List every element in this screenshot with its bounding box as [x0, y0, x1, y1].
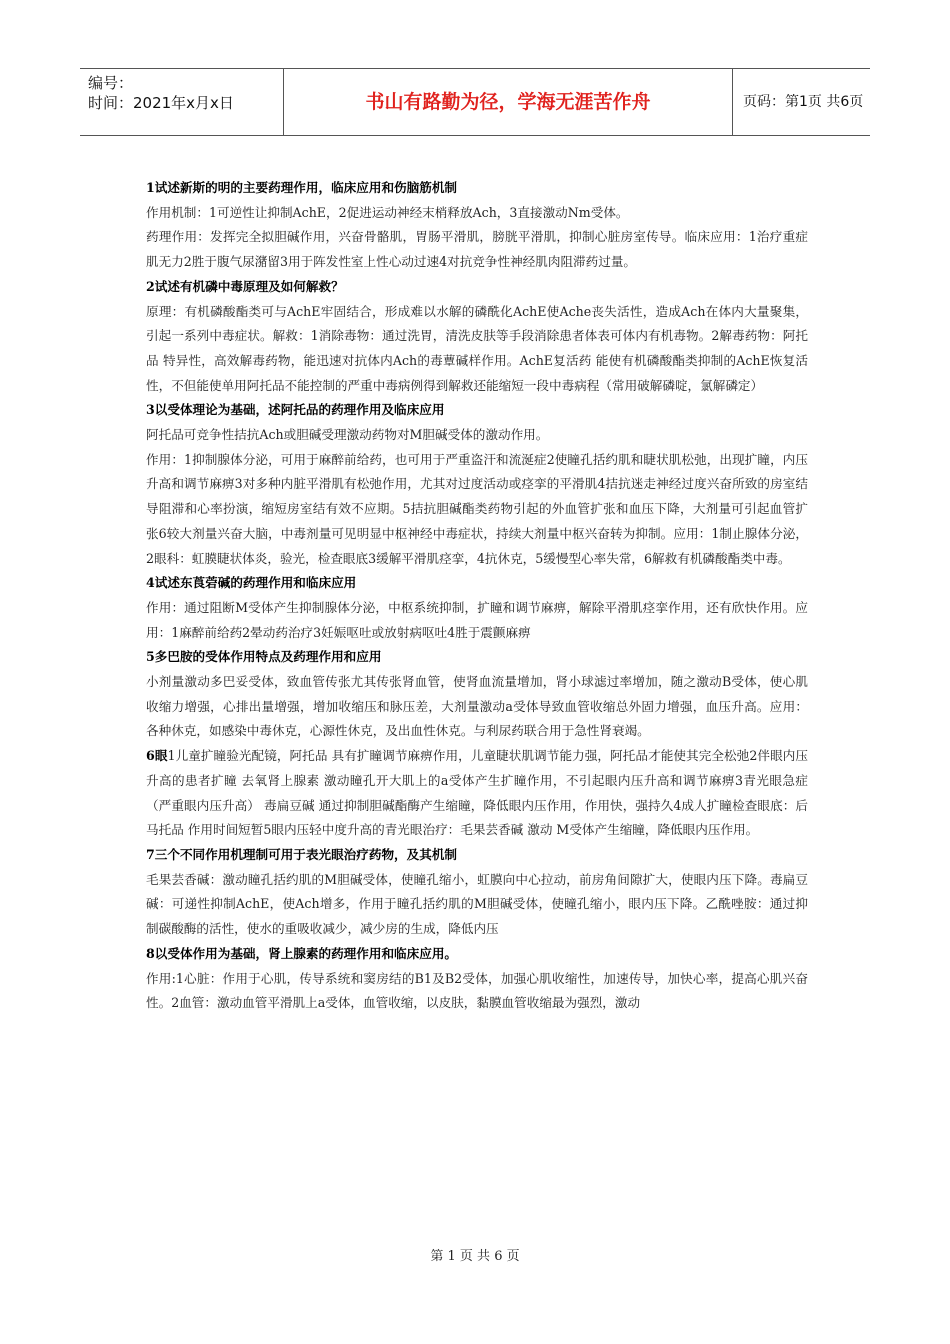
date-label: 时间：2021年x月x日: [88, 94, 234, 112]
document-body: [146, 176, 808, 1016]
page-header: [80, 68, 870, 136]
section-5-title: 5多巴胺的受体作用特点及药理作用和应用: [146, 649, 382, 665]
section-5-paragraph: 小剂量激动多巴妥受体，致血管传张尤其传张肾血管，使肾血流量增加，肾小球滤过率增加，随之激动B受体，使心肌收缩力增强，心排出量增强，增加收缩压和脉压差，大剂量激动a受体导致血管收缩总外固力增强，血压升高。应用：各种休克，如感染中毒休克，心源性休克，及出血性休克。与利尿药联合用于急性肾衰竭。: [146, 674, 808, 739]
section-8-paragraph: 作用:1心脏：作用于心肌，传导系统和窦房结的B1及B2受体，加强心肌收缩性，加速传导，加快心率，提高心肌兴奋性。2血管：激动血管平滑肌上a受体，血管收缩，以皮肤，黏膜血管收缩最为强烈，激动: [146, 970, 808, 1011]
section-6-lead: 6眼: [146, 748, 168, 764]
section-3-paragraph: 作用：1抑制腺体分泌，可用于麻醉前给药，也可用于严重盗汗和流涎症2使瞳孔括约肌和睫状肌松弛，出现扩瞳，内压升高和调节麻痹3对多种内脏平滑肌有松弛作用，尤其对过度活动或痉挛的平滑肌4拮抗迷走神经过度兴奋所致的房室结导阻滞和心率扮演，缩短房室结有效不应期。5拮抗胆碱酯类药物引起的外血管扩张和血压下降，大剂量可引起血管扩张6较大剂量兴奋大脑，中毒剂量可见明显中枢神经中毒症状，持续大剂量中枢兴奋转为抑制。应用：1制止腺体分泌，2眼科：虹膜睫状体炎，验光，检查眼底3缓解平滑肌痉挛，4抗休克，5缓慢型心率失常，6解救有机磷酸酯类中毒。: [146, 451, 808, 566]
section-1-paragraph: 作用机制：1可逆性让抑制AchE，2促进运动神经末梢释放Ach，3直接激动Nm受体。: [146, 204, 629, 220]
section-3-title: 3以受体理论为基础，述阿托品的药理作用及临床应用: [146, 402, 445, 418]
section-2-title: 2试述有机磷中毒原理及如何解救？: [146, 278, 344, 294]
section-3-paragraph: 阿托品可竞争性拮抗Ach或胆碱受理激动药物对M胆碱受体的激动作用。: [146, 427, 549, 443]
header-motto: 书山有路勤为径，学海无涯苦作舟: [283, 69, 733, 135]
section-7-title: 7三个不同作用机理制可用于表光眼治疗药物，及其机制: [146, 846, 458, 862]
page-footer: 第 1 页 共 6 页: [430, 1249, 520, 1264]
header-page-label: 页码：第1页 共6页: [743, 94, 864, 110]
section-6-body: 1儿童扩瞳验光配镜，阿托品 具有扩瞳调节麻痹作用，儿童睫状肌调节能力强，阿托品才能使其完全松弛2伴眼内压升高的患者扩瞳 去氧肾上腺素 激动瞳孔开大肌上的a受体产生扩瞳作用，不引起眼内压升高和调节麻痹3青光眼急症（严重眼内压升高） 毒扁豆碱 通过抑制胆碱酯酶产生缩瞳，降低眼内压作用，作用快，强持久4成人扩瞳检查眼底：后马托品 作用时间短暂5眼内压轻中度升高的青光眼治疗：毛果芸香碱 激动 M受体产生缩瞳，降低眼内压作用。: [146, 748, 809, 838]
section-6-paragraph: [146, 744, 808, 843]
section-4-title: 4试述东莨菪碱的药理作用和临床应用: [146, 575, 357, 591]
section-1-paragraph: 药理作用：发挥完全拟胆碱作用，兴奋骨骼肌，胃肠平滑肌，膀胱平滑肌，抑制心脏房室传导。临床应用：1治疗重症肌无力2胜于腹气尿潴留3用于阵发性室上性心动过速4对抗竞争性神经肌肉阻滞药过量。: [146, 229, 808, 270]
section-8-title: 8以受体作用为基础，肾上腺素的药理作用和临床应用。: [146, 945, 458, 961]
section-1-title: 1试述新斯的明的主要药理作用，临床应用和伤脑筋机制: [146, 180, 458, 195]
section-4-paragraph: 作用：通过阻断M受体产生抑制腺体分泌，中枢系统抑制，扩瞳和调节麻痹，解除平滑肌痉挛作用，还有欣快作用。应用：1麻醉前给药2晕动药治疗3妊娠呕吐或放射病呕吐4胜于震颤麻痹: [146, 599, 808, 640]
number-label: 编号：: [88, 74, 134, 92]
section-7-paragraph: 毛果芸香碱：激动瞳孔括约肌的M胆碱受体，使瞳孔缩小，虹膜向中心拉动，前房角间隙扩大，使眼内压下降。毒扁豆碱：可递性抑制AchE，使Ach增多，作用于瞳孔括约肌的M胆碱受体，使瞳孔缩小，眼内压下降。乙酰唑胺：通过抑制碳酸酶的活性，使水的重吸收减少，减少房的生成，降低内压: [146, 871, 808, 937]
section-2-paragraph: 原理：有机磷酸酯类可与AchE牢固结合，形成难以水解的磷酰化AchE使Ache丧失活性，造成Ach在体内大量聚集，引起一系列中毒症状。解救：1消除毒物：通过洗胃，清洗皮肤等手段消除患者体表可体内有机毒物。2解毒药物：阿托品 特异性，高效解毒药物，能迅速对抗体内Ach的毒蕈碱样作用。AchE复活药 能使有机磷酸酯类抑制的AchE恢复活性，不但能使单用阿托品不能控制的严重中毒病例得到解救还能缩短一段中毒病程（常用破解磷啶，氯解磷定）: [146, 303, 808, 393]
header-meta: [80, 69, 283, 135]
